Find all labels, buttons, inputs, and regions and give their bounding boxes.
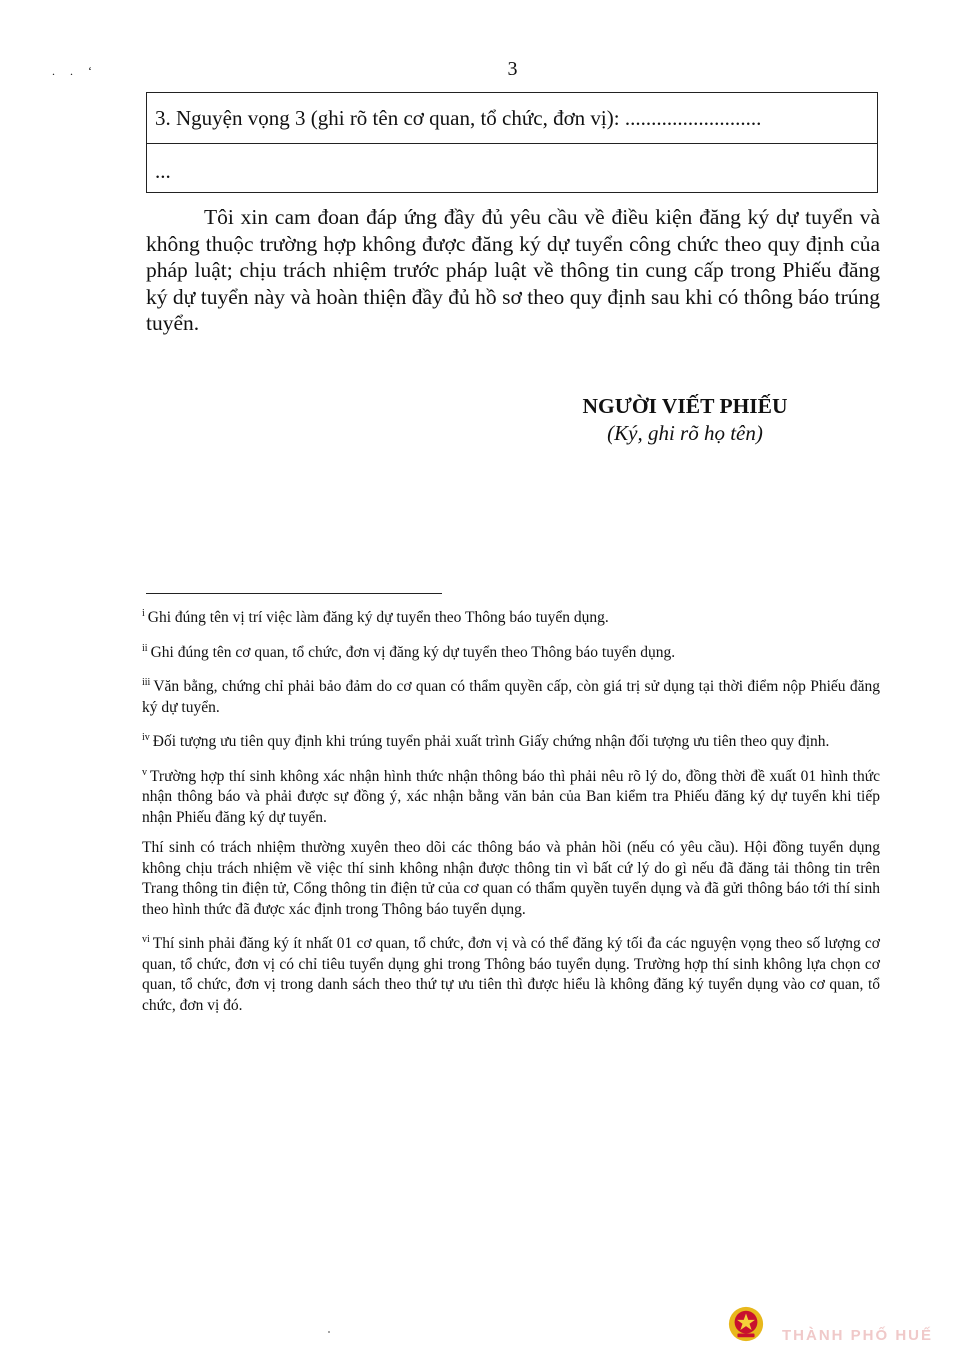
footnote-text: Ghi đúng tên vị trí việc làm đăng ký dự tuyển theo Thông báo tuyển dụng. [147, 609, 609, 626]
footnote-continuation [142, 838, 880, 920]
scan-speck [328, 1331, 330, 1333]
aspiration-table [146, 92, 878, 193]
footnotes [142, 604, 880, 1026]
signature-block [560, 392, 810, 446]
footnote-text: Thí sinh phải đăng ký ít nhất 01 cơ quan, tổ chức, đơn vị và có thể đăng ký tối đa các nguyện vọng theo số lượng cơ quan, tổ chức, đơn vị có chỉ tiêu tuyển dụng ghi trong Thông báo tuyển dụng. Trường hợp thí sinh không lựa chọn cơ quan, tổ chức, đơn vị trong danh sách theo thứ tự ưu tiên thì được hiểu là không đăng ký tuyển dụng vào cơ quan, tổ chức, đơn vị đó. [142, 935, 880, 1014]
footnote-mark: iv [142, 732, 150, 743]
commitment-paragraph: Tôi xin cam đoan đáp ứng đầy đủ yêu cầu về điều kiện đăng ký dự tuyển và không thuộc trường hợp không được đăng ký dự tuyển công chức theo quy định của pháp luật; chịu trách nhiệm trước pháp luật về thông tin cung cấp trong Phiếu đăng ký dự tuyển này và hoàn thiện đầy đủ hồ sơ theo quy định sau khi có thông báo trúng tuyển. [146, 205, 880, 335]
footnote [142, 639, 880, 664]
footnote-mark: ii [142, 642, 148, 654]
footnote-text: Trường hợp thí sinh không xác nhận hình thức nhận thông báo thì phải nêu rõ lý do, đồng thời đề xuất 01 hình thức nhận thông báo và phải được sự đồng ý, xác nhận bằng văn bản của Ban kiểm tra Phiếu đăng ký dự tuyển khi tiếp nhận Phiếu đăng ký dự tuyển. [142, 767, 880, 826]
signature-note: (Ký, ghi rõ họ tên) [607, 421, 763, 445]
footnote [142, 930, 880, 1016]
footnote-mark: iii [142, 677, 151, 688]
footnote [142, 604, 880, 629]
footnote [142, 763, 880, 829]
footnote-mark: v [142, 766, 147, 778]
scan-marks: . . ‘ [52, 64, 98, 78]
page-number: 3 [507, 58, 518, 80]
footnote [142, 673, 880, 718]
national-emblem-icon [727, 1305, 765, 1343]
footnote-text: Đối tượng ưu tiên quy định khi trúng tuyển phải xuất trình Giấy chứng nhận đối tượng ưu tiên theo quy định. [152, 733, 830, 750]
watermark-text: THÀNH PHỐ HUẾ [782, 1327, 934, 1344]
footnote-text: Thí sinh có trách nhiệm thường xuyên theo dõi các thông báo và phản hồi (nếu có yêu cầu). Hội đồng tuyển dụng không chịu trách nhiệm về việc thí sinh không nhận được thông tin vì bất cứ lý do gì nếu đã đăng tải thông tin trên Trang thông tin điện tử, Cổng thông tin điện tử của cơ quan có thẩm quyền tuyển dụng và đã gửi thông báo tới thí sinh theo hình thức đã được xác định trong Thông báo tuyển dụng. [142, 839, 880, 918]
footnote-mark: i [142, 608, 145, 619]
signature-title: NGƯỜI VIẾT PHIẾU [582, 394, 788, 418]
footnote-text: Ghi đúng tên cơ quan, tổ chức, đơn vị đăng ký dự tuyển theo Thông báo tuyển dụng. [150, 643, 676, 661]
aspiration-continuation-row: ... [155, 158, 171, 183]
footnote-mark: vi [142, 934, 150, 945]
footnote-divider [146, 593, 442, 594]
footnote-text: Văn bằng, chứng chỉ phải bảo đảm do cơ quan có thẩm quyền cấp, còn giá trị sử dụng tại thời điểm nộp Phiếu đăng ký dự tuyển. [142, 678, 880, 716]
aspiration-3-row: 3. Nguyện vọng 3 (ghi rõ tên cơ quan, tổ chức, đơn vị): .......................... [147, 93, 877, 144]
footnote [142, 728, 880, 753]
